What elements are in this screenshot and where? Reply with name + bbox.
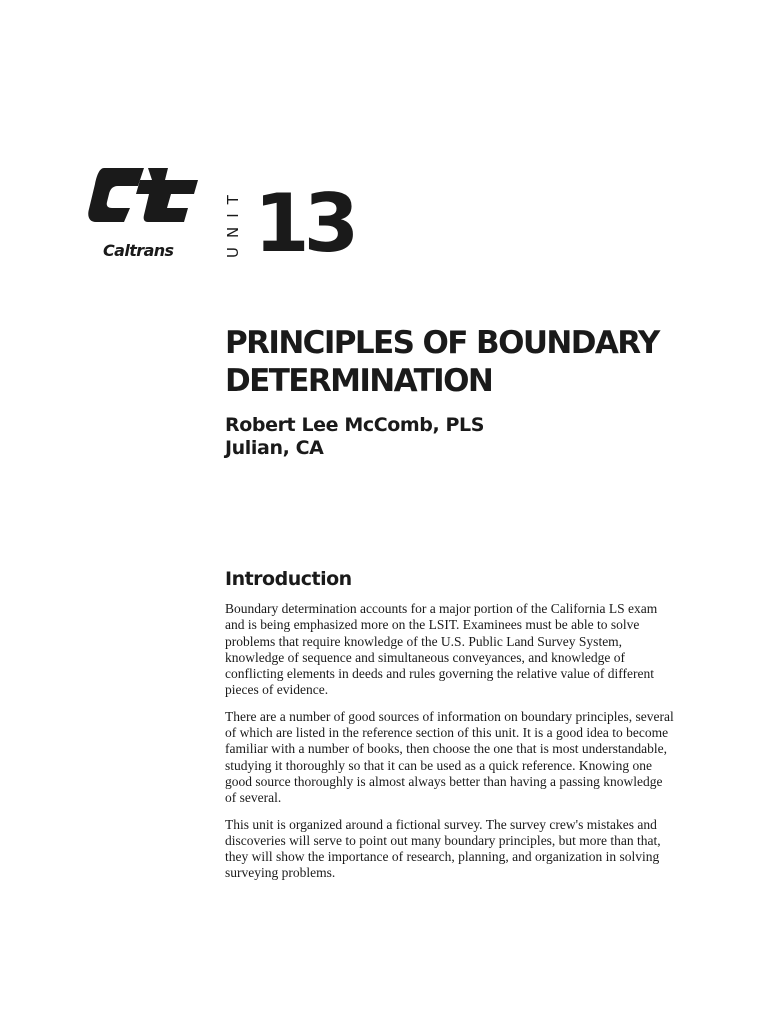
author-location: Julian, CA: [225, 437, 324, 459]
unit-label: [222, 186, 242, 260]
introduction-body: [225, 601, 677, 892]
title-line-2: DETERMINATION: [225, 363, 493, 399]
caltrans-wordmark: Caltrans: [103, 241, 174, 260]
unit-label-text: UNIT: [224, 186, 242, 258]
section-heading-introduction: Introduction: [225, 568, 352, 590]
author-block: [225, 414, 484, 460]
paragraph: There are a number of good sources of information on boundary principles, several of which are listed in the reference section of this unit. It is a good idea to become familiar with a number of books, then choose the one that is most understandable, studying it thoroughly so that it can be used as a quick reference. Knowing one good source thoroughly is almost always better than having a passing knowledge of several.: [225, 708, 674, 806]
page-title: [225, 324, 745, 400]
caltrans-logo: [88, 166, 198, 262]
unit-number: 13: [254, 177, 354, 270]
author-name: Robert Lee McComb, PLS: [225, 414, 485, 436]
caltrans-ct-logo-icon: [88, 166, 198, 262]
paragraph: Boundary determination accounts for a major portion of the California LS exam and is being emphasized more on the LSIT. Examinees must be able to solve problems that require knowledge of the U.S. Public Land Survey System, knowledge of sequence and simultaneous conveyances, and knowledge of conflicting elements in deeds and rules governing the relative value of different pieces of evidence.: [225, 601, 658, 698]
paragraph: This unit is organized around a fictional survey. The survey crew's mistakes and discoveries will serve to point out many boundary principles, but more than that, they will show the importance of research, planning, and organization in solving surveying problems.: [225, 816, 661, 881]
title-line-1: PRINCIPLES OF BOUNDARY: [225, 325, 659, 361]
